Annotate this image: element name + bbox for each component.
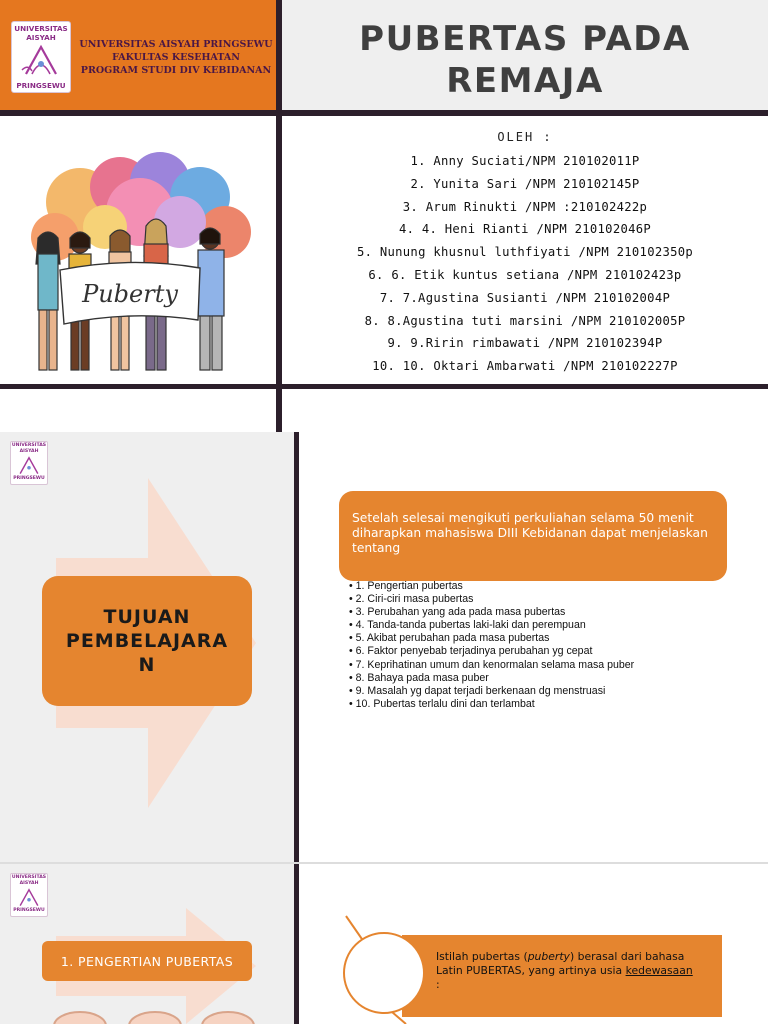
title-line-2: REMAJA bbox=[446, 61, 604, 101]
definition-circle bbox=[343, 932, 425, 1014]
definition-colon: : bbox=[436, 978, 440, 991]
slide1-bottom-divider bbox=[0, 384, 768, 389]
author-item: 8. 8.Agustina tuti marsini /NPM 210102005P bbox=[364, 313, 686, 328]
logo-emblem-icon bbox=[18, 44, 64, 78]
logo-text-bottom: PRINGSEWU bbox=[13, 476, 45, 482]
objective-item: • 1. Pengertian pubertas bbox=[349, 580, 463, 592]
section-heading-box bbox=[42, 941, 252, 981]
logo-emblem-icon bbox=[15, 888, 43, 908]
objective-text: 2. Ciri-ciri masa pubertas bbox=[355, 593, 474, 606]
objective-item: • 9. Masalah yg dapat terjadi berkenaan dg menstruasi bbox=[349, 684, 606, 697]
logo-text-mid: AISYAH bbox=[19, 449, 39, 454]
definition-text-b: ) berasal dari bahasa Latin PUBERTAS, yang artinya usia bbox=[436, 950, 685, 977]
objective-item: • 4. Tanda-tanda pubertas laki-laki dan perempuan bbox=[349, 619, 586, 632]
university-name bbox=[78, 38, 274, 77]
university-logo bbox=[11, 21, 71, 93]
logo-text-bottom: PRINGSEWU bbox=[13, 908, 45, 914]
objective-text: 4. Tanda-tanda pubertas laki-laki dan perempuan bbox=[355, 619, 586, 632]
objective-text: 5. Akibat perubahan pada masa pubertas bbox=[355, 632, 550, 645]
logo-text-bottom: PRINGSEWU bbox=[16, 80, 66, 90]
definition-text-a: Istilah pubertas ( bbox=[436, 950, 528, 963]
tujuan-title-box bbox=[42, 576, 252, 706]
objective-item: • 8. Bahaya pada masa puber bbox=[349, 671, 489, 684]
tujuan-line: PEMBELAJARA bbox=[65, 630, 229, 652]
banner-text: Puberty bbox=[82, 280, 178, 308]
objective-item: • 5. Akibat perubahan pada masa pubertas bbox=[349, 632, 550, 645]
objective-text: 3. Perubahan yang ada pada masa pubertas bbox=[355, 606, 566, 619]
author-heading: OLEH : bbox=[497, 130, 553, 144]
logo-text-top: UNIVERSITAS bbox=[14, 24, 68, 33]
university-logo bbox=[10, 441, 48, 485]
author-item: 5. Nunung khusnul luthfiyati /NPM 210102350p bbox=[356, 245, 694, 260]
objective-text: 10. Pubertas terlalu dini dan terlambat bbox=[355, 697, 535, 710]
author-item: 10. 10. Oktari Ambarwati /NPM 210102227P bbox=[372, 359, 678, 374]
author-item: 6. 6. Etik kuntus setiana /NPM 210102423p bbox=[368, 267, 682, 282]
faculty-line: FAKULTAS KESEHATAN bbox=[112, 52, 240, 63]
author-item: 2. Yunita Sari /NPM 210102145P bbox=[410, 176, 640, 191]
logo-text-top: UNIVERSITAS bbox=[11, 443, 47, 448]
logo-text-mid: AISYAH bbox=[19, 881, 39, 886]
objective-text: 6. Faktor penyebab terjadinya perubahan yg cepat bbox=[355, 645, 593, 658]
tujuan-line: TUJUAN bbox=[103, 606, 191, 628]
slide1-divider-horizontal bbox=[0, 110, 768, 116]
objective-item: • 2. Ciri-ciri masa pubertas bbox=[349, 593, 474, 606]
section-heading: 1. PENGERTIAN PUBERTAS bbox=[60, 953, 234, 969]
objective-item: • 6. Faktor penyebab terjadinya perubahan yg cepat bbox=[349, 645, 593, 658]
logo-text-mid: AISYAH bbox=[26, 32, 56, 42]
objective-text: 9. Masalah yg dapat terjadi berkenaan dg menstruasi bbox=[355, 684, 606, 697]
author-item: 7. 7.Agustina Susianti /NPM 210102004P bbox=[379, 290, 671, 305]
title-line-1: PUBERTAS PADA bbox=[359, 19, 691, 59]
objective-item: • 3. Perubahan yang ada pada masa pubertas bbox=[349, 606, 566, 619]
author-item: 3. Arum Rinukti /NPM :210102422p bbox=[402, 199, 648, 214]
author-item: 4. 4. Heni Rianti /NPM 210102046P bbox=[398, 222, 652, 237]
logo-emblem-icon bbox=[15, 456, 43, 476]
tujuan-line: N bbox=[138, 654, 156, 676]
slide-title bbox=[282, 18, 768, 102]
objective-text: 7. Keprihatinan umum dan kenormalan selama masa puber bbox=[355, 658, 635, 671]
univ-line: UNIVERSITAS AISYAH PRINGSEWU bbox=[79, 39, 273, 50]
puberty-illustration bbox=[20, 152, 260, 384]
author-item: 1. Anny Suciati/NPM 210102011P bbox=[410, 154, 640, 168]
objective-text: 8. Bahaya pada masa puber bbox=[355, 671, 489, 684]
learning-intro-text: Setelah selesai mengikuti perkuliahan selama 50 menit diharapkan mahasiswa DIII Kebidanan dapat menjelaskan tentang bbox=[352, 511, 708, 555]
author-item: 9. 9.Ririn rimbawati /NPM 210102394P bbox=[387, 336, 663, 351]
objective-item: • 7. Keprihatinan umum dan kenormalan selama masa puber bbox=[349, 658, 635, 671]
university-logo bbox=[10, 873, 48, 917]
definition-box bbox=[402, 935, 722, 1017]
author-list bbox=[282, 150, 768, 378]
objective-item: • 10. Pubertas terlalu dini dan terlambat bbox=[349, 697, 535, 710]
definition-italic: puberty bbox=[527, 950, 570, 963]
learning-intro-box bbox=[339, 491, 727, 581]
logo-text-top: UNIVERSITAS bbox=[11, 875, 47, 880]
definition-underline: kedewasaan bbox=[625, 964, 693, 977]
objective-text: 1. Pengertian pubertas bbox=[355, 580, 463, 592]
objective-list bbox=[349, 580, 749, 711]
program-line: PROGRAM STUDI DIV KEBIDANAN bbox=[80, 65, 272, 76]
decorative-heads-icon bbox=[50, 1010, 260, 1024]
